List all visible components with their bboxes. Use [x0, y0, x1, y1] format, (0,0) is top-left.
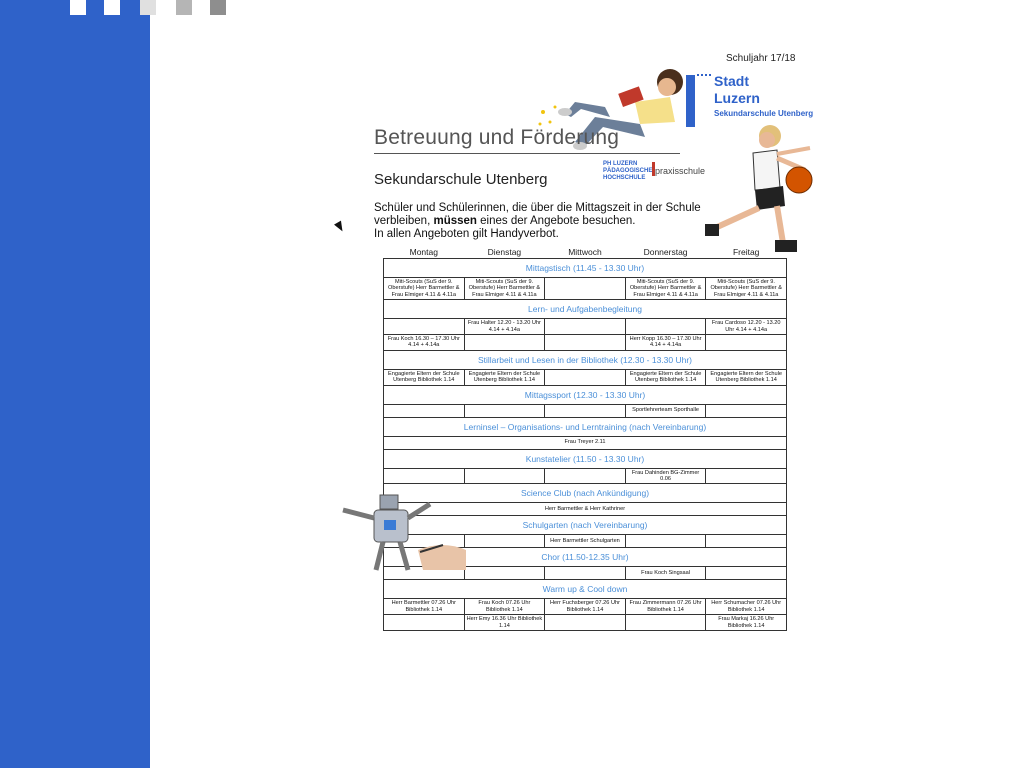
- table-cell: [706, 404, 787, 417]
- day-header: Dienstag: [487, 247, 522, 257]
- table-cell: Herr Barmettler Schulgarten: [545, 535, 626, 548]
- table-cell: Herr Barmettler & Herr Kathriner: [384, 503, 787, 516]
- table-cell: Frau Koch 07.26 Uhr Bibliothek 1.14: [464, 599, 545, 615]
- intro-line-3: In allen Angeboten gilt Handyverbot.: [374, 228, 559, 240]
- section-title: Schulgarten (nach Vereinbarung): [384, 516, 787, 535]
- table-row: [384, 615, 787, 631]
- square-1: [70, 0, 86, 15]
- day-header: Donnerstag: [643, 247, 688, 257]
- child-face: [658, 78, 676, 96]
- section-title-row: [384, 417, 787, 436]
- child-jeans-2: [565, 102, 610, 117]
- section-title: Chor (11.50-12.35 Uhr): [384, 548, 787, 567]
- table-row: [384, 436, 787, 449]
- section-title-row: [384, 580, 787, 599]
- table-cell: Herr Kopp 16.30 – 17.30 Uhr 4.14 + 4.14a: [625, 335, 706, 351]
- document-subtitle: Sekundarschule Utenberg: [374, 171, 548, 188]
- table-cell: [545, 335, 626, 351]
- player-leg-2: [777, 206, 783, 243]
- logo-stadt: Stadt: [714, 73, 749, 89]
- table-cell: Frau Treyer 2.11: [384, 436, 787, 449]
- player-shorts: [755, 186, 785, 210]
- table-cell: Frau Markaj 16.26 Uhr Bibliothek 1.14: [706, 615, 787, 631]
- section-title: Stillarbeit und Lesen in der Bibliothek (12.30 - 13.30 Uhr): [384, 350, 787, 369]
- section-title: Warm up & Cool down: [384, 580, 787, 599]
- table-cell: Herr Fuchsberger 07.26 Uhr Bibliothek 1.14: [545, 599, 626, 615]
- player-face: [759, 132, 775, 148]
- section-title: Mittagssport (12.30 - 13.30 Uhr): [384, 385, 787, 404]
- table-cell: [464, 404, 545, 417]
- table-cell: [706, 567, 787, 580]
- player-arm-2: [777, 148, 810, 154]
- logo-luzern: Luzern: [714, 90, 760, 106]
- table-cell: [384, 404, 465, 417]
- table-cell: [625, 535, 706, 548]
- table-cell: [545, 404, 626, 417]
- table-cell: Engagierte Eltern der Schule Utenberg Bibliothek 1.14: [384, 369, 465, 385]
- table-cell: [464, 567, 545, 580]
- section-title-row: [384, 300, 787, 319]
- table-cell: [545, 278, 626, 300]
- schedule-table: [383, 246, 787, 631]
- table-cell: Miti-Scouts (SuS der 9. Oberstufe) Herr Barmettler & Frau Elmiger 4.11 & 4.11a: [464, 278, 545, 300]
- city-logo-text: [714, 73, 760, 107]
- table-cell: [545, 615, 626, 631]
- table-cell: Frau Zimmermann 07.26 Uhr Bibliothek 1.14: [625, 599, 706, 615]
- table-row: [384, 599, 787, 615]
- square-5: [210, 0, 226, 15]
- child-shirt: [635, 97, 675, 124]
- table-cell: [706, 535, 787, 548]
- section-title: Science Club (nach Ankündigung): [384, 484, 787, 503]
- table-cell: Frau Koch Singsaal: [625, 567, 706, 580]
- table-cell: Engagierte Eltern der Schule Utenberg Bibliothek 1.14: [625, 369, 706, 385]
- table-cell: Miti-Scouts (SuS der 9. Oberstufe) Herr Barmettler & Frau Elmiger 4.11 & 4.11a: [625, 278, 706, 300]
- table-cell: Herr Emy 16.36 Uhr Bibliothek 1.14: [464, 615, 545, 631]
- table-cell: Herr Schumacher 07.26 Uhr Bibliothek 1.14: [706, 599, 787, 615]
- left-blue-sidebar: [0, 0, 150, 768]
- table-cell: Miti-Scouts (SuS der 9. Oberstufe) Herr Barmettler & Frau Elmiger 4.11 & 4.11a: [384, 278, 465, 300]
- intro-line-2: [374, 215, 701, 228]
- section-title-row: [384, 259, 787, 278]
- intro-line-2-bold: müssen: [433, 215, 477, 227]
- table-cell: Sportlehrerteam Sporthalle: [625, 404, 706, 417]
- section-title: Kunstatelier (11.50 - 13.30 Uhr): [384, 449, 787, 468]
- table-cell: [545, 468, 626, 484]
- section-title: Lern- und Aufgabenbegleitung: [384, 300, 787, 319]
- section-title-row: [384, 350, 787, 369]
- table-row: [384, 468, 787, 484]
- robot-arm: [343, 510, 374, 518]
- sparkles: [539, 106, 557, 126]
- table-cell: Engagierte Eltern der Schule Utenberg Bibliothek 1.14: [464, 369, 545, 385]
- robot-arm-2: [408, 504, 430, 518]
- ph-luzern-logo: [603, 161, 652, 182]
- table-cell: [625, 615, 706, 631]
- robot-chest-light: [384, 520, 396, 530]
- child-shoe: [558, 108, 572, 116]
- robot-leg: [376, 542, 383, 570]
- table-cell: Miti-Scouts (SuS der 9. Oberstufe) Herr Barmettler & Frau Elmiger 4.11 & 4.11a: [706, 278, 787, 300]
- player-jersey: [753, 150, 780, 190]
- day-header: Mittwoch: [568, 247, 602, 257]
- square-2: [104, 0, 120, 15]
- table-cell: [625, 319, 706, 335]
- ph-logo-line-2: PÄDAGOGISCHE: [603, 168, 653, 174]
- basketball-player-illustration: [705, 118, 855, 258]
- ph-logo-line-3: HOCHSCHULE: [603, 175, 646, 181]
- table-cell: [545, 567, 626, 580]
- table-cell: [464, 468, 545, 484]
- table-cell: [545, 319, 626, 335]
- table-cell: Herr Barmettler 07.26 Uhr Bibliothek 1.14: [384, 599, 465, 615]
- table-cell: Frau Cardoso 12.20 - 13.20 Uhr 4.14 + 4.14a: [706, 319, 787, 335]
- table-cell: [464, 335, 545, 351]
- table-row: [384, 404, 787, 417]
- player-leg: [715, 208, 759, 228]
- section-title-row: [384, 385, 787, 404]
- robot-leg-2: [400, 542, 408, 570]
- table-cell: [545, 369, 626, 385]
- title-underline: [374, 153, 680, 154]
- section-title-row: [384, 449, 787, 468]
- square-4: [176, 0, 192, 15]
- hand-drawing: [418, 545, 466, 570]
- table-row: [384, 335, 787, 351]
- table-row: [384, 278, 787, 300]
- praxisschule-logo: praxisschule: [655, 166, 706, 176]
- robot-illustration: [338, 490, 468, 572]
- intro-line-1: Schüler und Schülerinnen, die über die Mittagszeit in der Schule: [374, 202, 701, 214]
- table-row: [384, 369, 787, 385]
- table-cell: Engagierte Eltern der Schule Utenberg Bibliothek 1.14: [706, 369, 787, 385]
- square-3: [140, 0, 156, 15]
- table-cell: [706, 468, 787, 484]
- day-header-row: [384, 246, 787, 259]
- intro-line-2-pre: verbleiben,: [374, 215, 434, 227]
- table-cell: Frau Halter 12.20 - 13.20 Uhr 4.14 + 4.14a: [464, 319, 545, 335]
- intro-text: [374, 202, 701, 241]
- section-title: Mittagstisch (11.45 - 13.30 Uhr): [384, 259, 787, 278]
- robot-head: [380, 495, 398, 509]
- section-title: Lerninsel – Organisations- und Lerntraining (nach Vereinbarung): [384, 417, 787, 436]
- logo-school-name: Sekundarschule Utenberg: [714, 109, 814, 118]
- ph-logo-line-1: PH LUZERN: [603, 161, 638, 167]
- basketball-icon: [786, 167, 812, 193]
- table-row: [384, 319, 787, 335]
- day-header: Montag: [409, 247, 438, 257]
- school-year-label: Schuljahr 17/18: [726, 53, 796, 64]
- table-cell: [706, 335, 787, 351]
- table-cell: Frau Dahinden BG-Zimmer 0.06: [625, 468, 706, 484]
- document-title: Betreuung und Förderung: [374, 126, 620, 149]
- table-cell: [384, 319, 465, 335]
- table-cell: [384, 468, 465, 484]
- table-cell: [464, 535, 545, 548]
- player-shoe: [705, 224, 719, 236]
- city-logo-dots: [697, 74, 711, 79]
- table-cell: Frau Koch 16.30 – 17.30 Uhr 4.14 + 4.14a: [384, 335, 465, 351]
- timetable-document: [330, 40, 870, 730]
- day-header: Freitag: [732, 247, 760, 257]
- intro-line-2-post: eines der Angebote besuchen.: [476, 215, 636, 227]
- table-cell: [384, 615, 465, 631]
